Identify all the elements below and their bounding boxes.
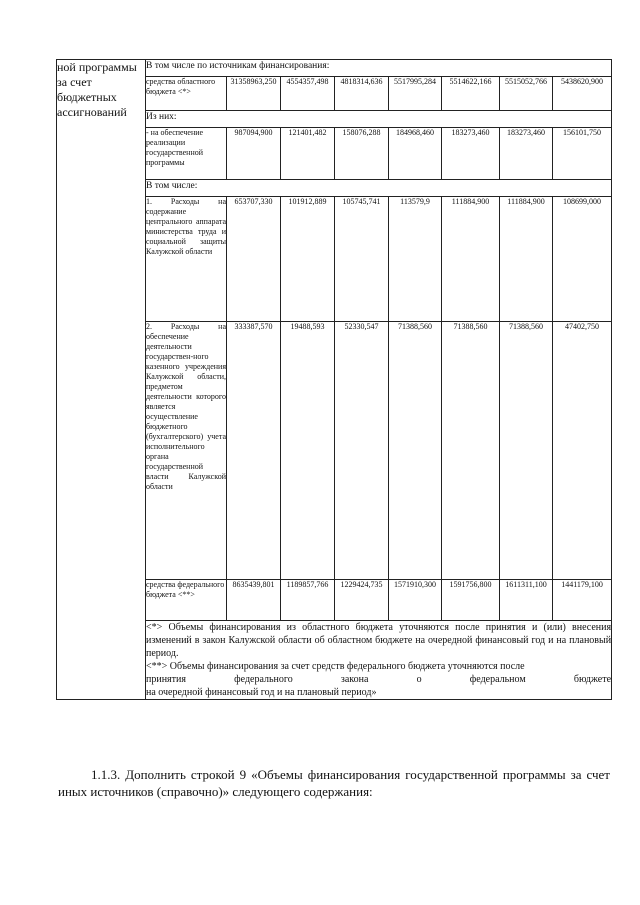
footnote-word: принятия	[146, 674, 186, 685]
value-cell: 31358963,250	[227, 77, 281, 111]
value-cell: 333387,570	[227, 322, 281, 580]
value-cell: 111884,900	[442, 197, 500, 322]
value-cell: 111884,900	[500, 197, 553, 322]
value-cell: 121401,482	[281, 128, 335, 180]
value-cell: 1441179,100	[553, 580, 612, 621]
row-label-oblast: средства областного бюджета <*>	[146, 77, 227, 111]
footnote-word: закона	[340, 674, 369, 685]
value-cell: 5514622,166	[442, 77, 500, 111]
value-cell: 1189857,766	[281, 580, 335, 621]
value-cell: 1571910,300	[389, 580, 442, 621]
value-cell: 113579,9	[389, 197, 442, 322]
row-label-obespech: - на обеспечение реализации государственной программы	[146, 128, 227, 180]
footnote-federal-line-1: <**> Объемы финансирования за счет средств федерального бюджета уточняются после	[146, 661, 525, 672]
value-cell: 1229424,735	[335, 580, 389, 621]
value-cell: 158076,288	[335, 128, 389, 180]
value-cell: 653707,330	[227, 197, 281, 322]
value-cell: 5515052,766	[500, 77, 553, 111]
value-cell: 8635439,801	[227, 580, 281, 621]
value-cell: 184968,460	[389, 128, 442, 180]
value-cell: 19488,593	[281, 322, 335, 580]
value-cell: 5517995,284	[389, 77, 442, 111]
value-cell: 183273,460	[442, 128, 500, 180]
value-cell: 156101,750	[553, 128, 612, 180]
sources-header: В том числе по источникам финансирования:	[146, 60, 612, 77]
value-cell: 71388,560	[500, 322, 553, 580]
value-cell: 47402,750	[553, 322, 612, 580]
value-cell: 52330,547	[335, 322, 389, 580]
including-header: В том числе:	[146, 180, 612, 197]
row-label-federal: средства федерального бюджета <**>	[146, 580, 227, 621]
footnotes-cell	[146, 621, 612, 700]
footnote-oblast: <*> Объемы финансирования из областного бюджета уточняются после принятия и (или) внесения изменений в закон Калужской области об областном бюджете на очередной финансовый год и на плановый период.	[146, 622, 612, 659]
value-cell: 101912,889	[281, 197, 335, 322]
value-cell: 987094,900	[227, 128, 281, 180]
footnote-federal-line-3: на очередной финансовый год и на плановый период»	[146, 687, 377, 698]
of-them-header: Из них:	[146, 111, 612, 128]
value-cell: 4818314,636	[335, 77, 389, 111]
value-cell: 1611311,100	[500, 580, 553, 621]
value-cell: 71388,560	[389, 322, 442, 580]
value-cell: 1591756,800	[442, 580, 500, 621]
row-label-rashody-2: 2. Расходы на обеспечение деятельности государствен-ного казенного учреждения Калужской области, предметом деятельности которого является осуществление бюджетного (бухгалтерского) учета исполнительного органа государственной власти Калужской области	[146, 322, 227, 580]
row-label-rashody-1: 1. Расходы на содержание центрального аппарата министерства труда и социальной защиты Калужской области	[146, 197, 227, 322]
value-cell: 71388,560	[442, 322, 500, 580]
value-cell: 5438620,900	[553, 77, 612, 111]
program-name-cell: ной программы за счет бюджетных ассигнований	[57, 60, 146, 700]
footnote-word: о	[416, 674, 422, 685]
value-cell: 105745,741	[335, 197, 389, 322]
value-cell: 108699,000	[553, 197, 612, 322]
amendment-paragraph: 1.1.3. Дополнить строкой 9 «Объемы финансирования государственной программы за счет иных источников (справочно)» следующего содержания:	[58, 767, 610, 799]
value-cell: 4554357,498	[281, 77, 335, 111]
footnote-word: федерального	[234, 674, 293, 685]
value-cell: 183273,460	[500, 128, 553, 180]
footnote-word: федеральном	[469, 674, 526, 685]
footnote-federal-line-2	[146, 673, 611, 686]
footnote-word: бюджете	[573, 674, 612, 685]
financing-table	[56, 59, 612, 700]
